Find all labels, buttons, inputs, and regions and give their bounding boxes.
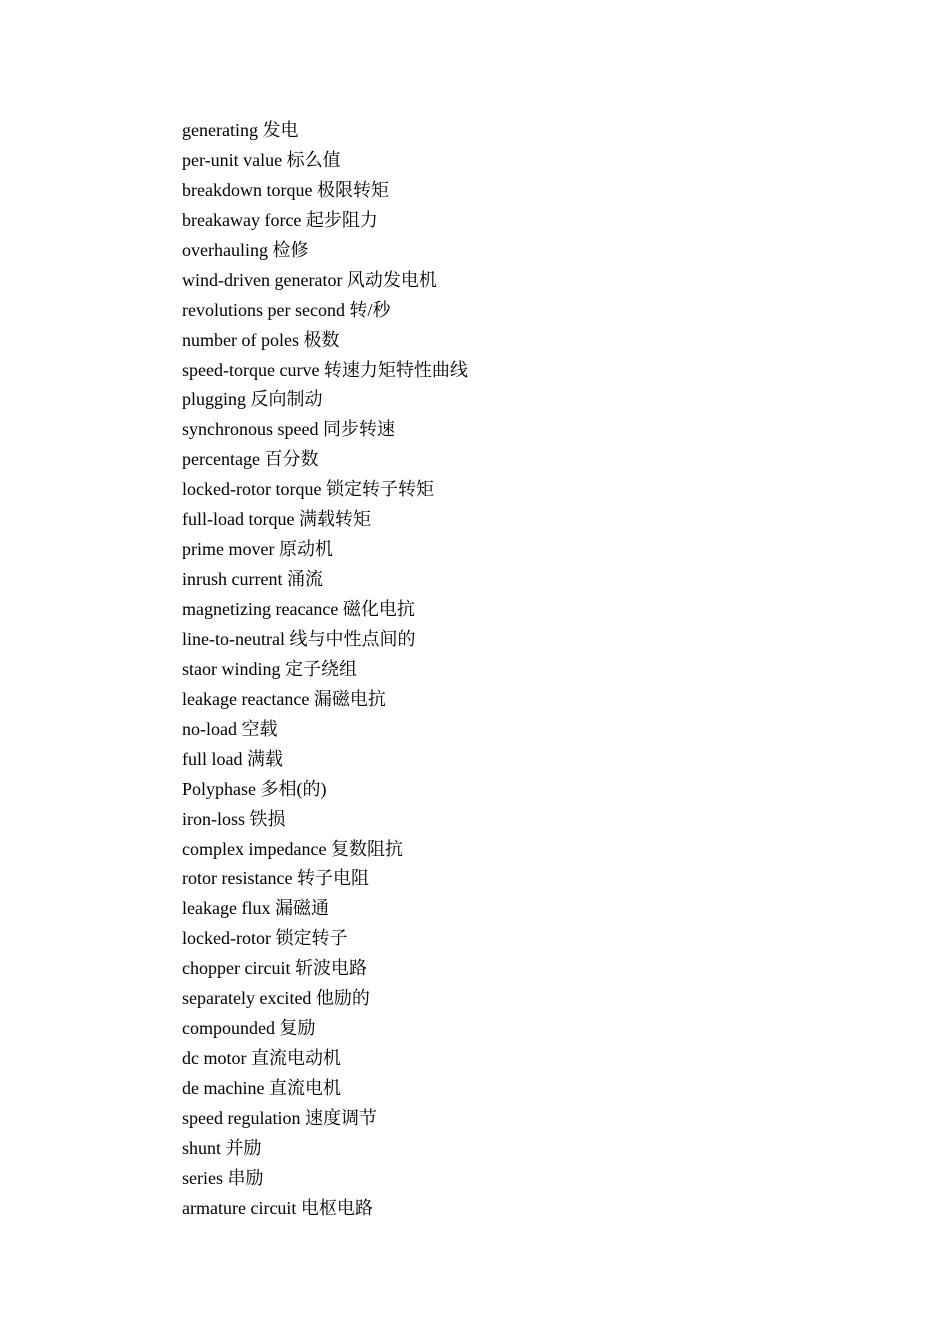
glossary-entry: breakdown torque 极限转矩 [182,179,389,200]
glossary-entry: rotor resistance 转子电阻 [182,868,369,889]
glossary-entry: speed regulation 速度调节 [182,1107,377,1128]
glossary-entry: overhauling 检修 [182,239,309,260]
glossary-entry: compounded 复励 [182,1018,316,1039]
glossary-entry: full load 满载 [182,748,283,769]
glossary-entry: revolutions per second 转/秒 [182,299,391,320]
glossary-entry: de machine 直流电机 [182,1078,341,1098]
glossary-entry: leakage reactance 漏磁电抗 [182,688,386,709]
glossary-entry: chopper circuit 斩波电路 [182,958,367,979]
glossary-entry: speed-torque curve 转速力矩特性曲线 [182,359,468,380]
glossary-entry: percentage 百分数 [182,449,319,470]
glossary-entry: dc motor 直流电动机 [182,1048,341,1069]
glossary-entry: separately excited 他励的 [182,988,370,1009]
glossary-entry: locked-rotor torque 锁定转子转矩 [182,479,434,500]
glossary-entry: full-load torque 满载转矩 [182,509,371,530]
glossary-entry: series 串励 [182,1167,264,1188]
glossary-entry: plugging 反向制动 [182,389,323,410]
glossary-list [182,116,468,1224]
glossary-entry: inrush current 涌流 [182,569,323,590]
glossary-entry: iron-loss 铁损 [182,808,286,829]
glossary-entry: Polyphase 多相(的) [182,778,327,799]
glossary-entry: line-to-neutral 线与中性点间的 [182,628,416,649]
glossary-entry: per-unit value 标么值 [182,149,341,170]
glossary-entry: complex impedance 复数阻抗 [182,838,403,859]
glossary-entry: magnetizing reacance 磁化电抗 [182,599,415,619]
glossary-entry: shunt 并励 [182,1137,262,1158]
glossary-entry: breakaway force 起步阻力 [182,209,378,230]
glossary-entry: no-load 空载 [182,718,278,739]
glossary-entry: wind-driven generator 风动发电机 [182,269,437,290]
glossary-entry: number of poles 极数 [182,329,340,350]
glossary-entry: armature circuit 电枢电路 [182,1197,373,1218]
glossary-entry: synchronous speed 同步转速 [182,419,395,440]
glossary-entry: generating 发电 [182,120,299,140]
glossary-entry: locked-rotor 锁定转子 [182,928,348,949]
glossary-entry: leakage flux 漏磁通 [182,898,329,919]
glossary-entry: prime mover 原动机 [182,539,333,560]
glossary-entry: staor winding 定子绕组 [182,658,357,679]
